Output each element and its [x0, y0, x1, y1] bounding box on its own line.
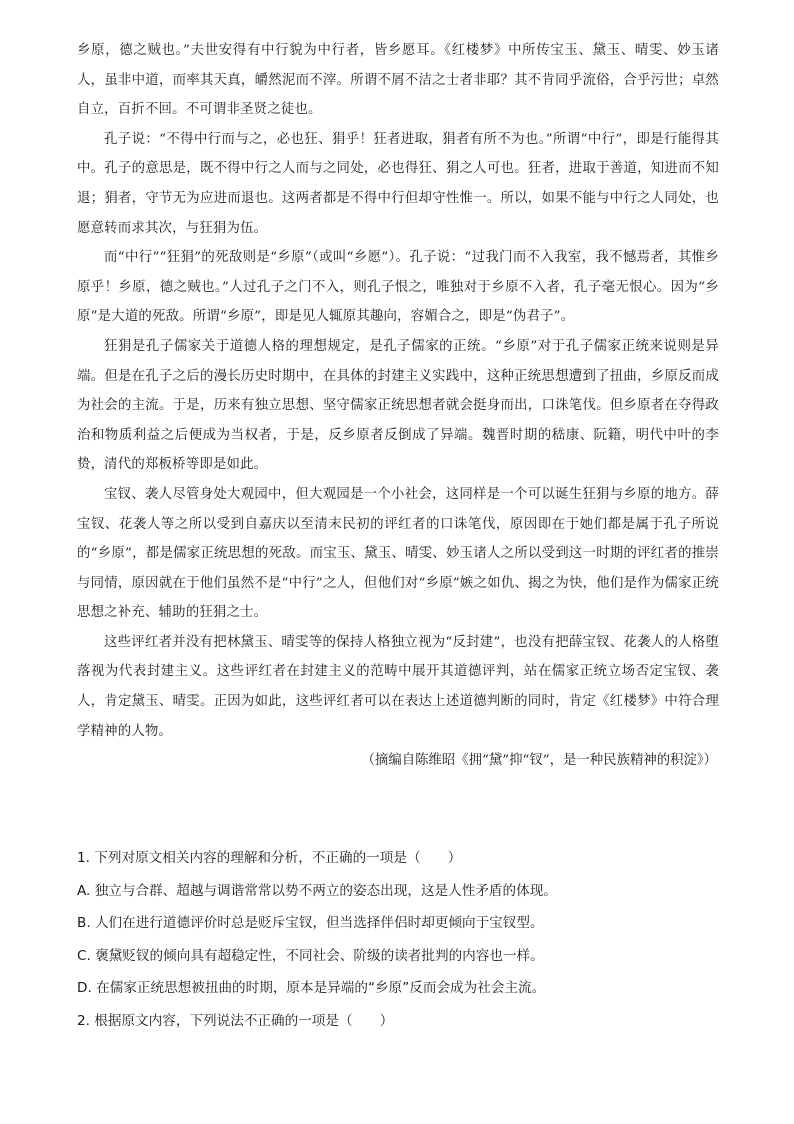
question-1-option-b: B. 人们在进行道德评价时总是贬斥宝钗，但当选择伴侣时却更倾向于宝钗型。 [77, 915, 544, 932]
passage-source: （摘编自陈维昭《拥“黛”抑“钗”，是一种民族精神的积淀》） [361, 753, 717, 769]
question-1-option-c: C. 褒黛贬钗的倾向具有超稳定性，不同社会、阶级的读者批判的内容也一样。 [77, 947, 544, 964]
question-section [77, 842, 719, 1038]
question-1-stem: 1. 下列对原文相关内容的理解和分析，不正确的一项是（ ） [77, 850, 462, 866]
question-1-option-a: A. 独立与合群、超越与调谐常常以势不两立的姿态出现，这是人性矛盾的体现。 [77, 882, 557, 899]
passage-paragraph: 宝钗、袭人尽管身处大观园中，但大观园是一个小社会，这同样是一个可以诞生狂狷与乡原的地方。薛宝钗、花袭人等之所以受到自嘉庆以至清末民初的评红者的口诛笔伐，原因即在于她们都是属于孔子所说的“乡原”，都是儒家正统思想的死敌。而宝玉、黛玉、晴雯、妙玉诸人之所以受到这一时期的评红者的推崇与同情，原因就在于他们虽然不是“中行”之人，但他们对“乡原”嫉之如仇、揭之为快，他们是作为儒家正统思想之补充、辅助的狂狷之士。 [77, 486, 719, 621]
passage-paragraph: 孔子说：“不得中行而与之，必也狂、狷乎！狂者进取，狷者有所不为也。”所谓“中行”，即是行能得其中。孔子的意思是，既不得中行之人而与之同处，必也得狂、狷之人可也。狂者，进取于善道，知进而不知退；狷者，守节无为应进而退也。这两者都是不得中行但却守性惟一。所以，如果不能与中行之人同处，也愿意转而求其次，与狂狷为伍。 [77, 131, 719, 236]
question-2-stem: 2. 根据原文内容，下列说法不正确的一项是（ ） [77, 1012, 394, 1029]
reading-passage [77, 36, 719, 776]
passage-paragraph: 乡原，德之贼也。”夫世安得有中行貌为中行者，皆乡愿耳。《红楼梦》中所传宝玉、黛玉、晴雯、妙玉诸人，虽非中道，而率其天真，皭然泥而不滓。所谓不屑不洁之士者非耶？其不肯同乎流俗，合乎污世；卓然自立，百折不回。不可谓非圣贤之徒也。 [77, 43, 719, 118]
passage-paragraph: 狂狷是孔子儒家关于道德人格的理想规定，是孔子儒家的正统。“乡原”对于孔子儒家正统来说则是异端。但是在孔子之后的漫长历史时期中，在具体的封建主义实践中，这种正统思想遭到了扭曲，乡原反而成为社会的主流。于是，历来有独立思想、坚守儒家正统思想者就会挺身而出，口诛笔伐。但乡原者在夺得政治和物质利益之后便成为当权者，于是，反乡原者反倒成了异端。魏晋时期的嵇康、阮籍，明代中叶的李贽，清代的郑板桥等即是如此。 [77, 338, 719, 473]
passage-paragraph: 这些评红者并没有把林黛玉、晴雯等的保持人格独立视为“反封建”，也没有把薛宝钗、花袭人的人格堕落视为代表封建主义。这些评红者在封建主义的范畴中展开其道德评判，站在儒家正统立场否定宝钗、袭人，肯定黛玉、晴雯。正因为如此，这些评红者可以在表达上述道德判断的同时，肯定《红楼梦》中符合理学精神的人物。 [77, 634, 719, 739]
passage-paragraph: 而“中行”“狂狷”的死敌则是“乡原”（或叫“乡愿”）。孔子说：“过我门而不入我室，我不憾焉者，其惟乡原乎！乡原，德之贼也。”人过孔子之门不入，则孔子恨之，唯独对于乡原不入者，孔子毫无恨心。因为“乡原”是大道的死敌。所谓“乡原”，即是见人辄原其趣向，容媚合之，即是“伪君子”。 [77, 250, 719, 325]
question-1-option-d: D. 在儒家正统思想被扭曲的时期，原本是异端的“乡原”反而会成为社会主流。 [77, 980, 546, 997]
